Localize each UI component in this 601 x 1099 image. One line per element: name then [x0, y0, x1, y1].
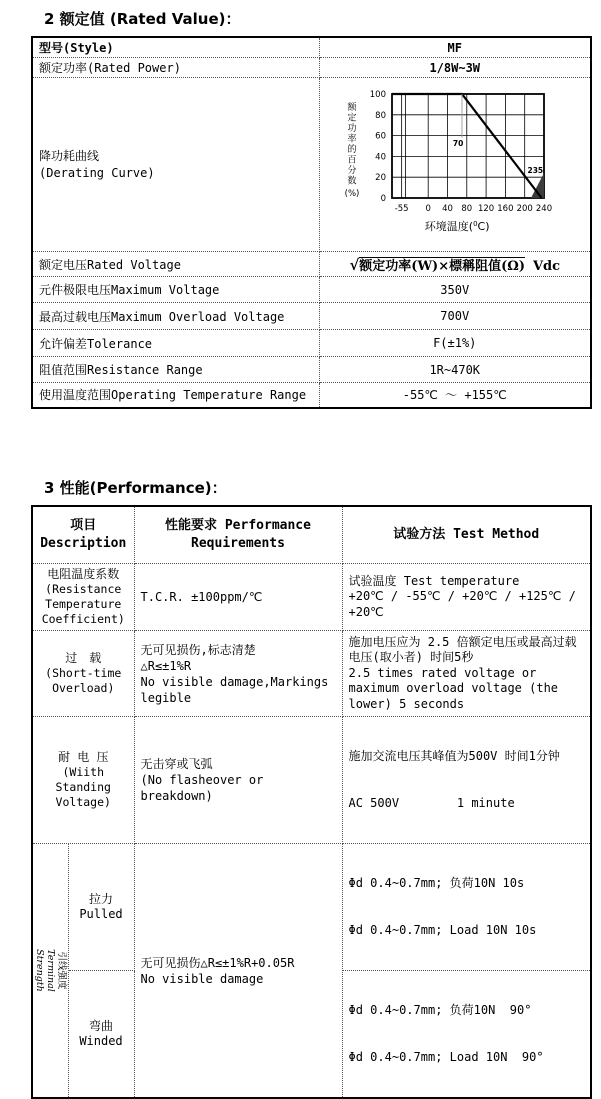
withstand-description: 耐 电 压 (Wiith Standing Voltage): [32, 717, 134, 844]
svg-text:分: 分: [347, 164, 356, 176]
max-voltage-value: 350V: [319, 277, 591, 303]
svg-text:160: 160: [497, 204, 513, 214]
rated-power-label: 额定功率(Rated Power): [32, 58, 319, 78]
svg-text:环境温度(0C): 环境温度($^0$C): [424, 219, 489, 233]
svg-text:80: 80: [375, 111, 386, 121]
operating-temp-range-value: -55℃ ～ +155℃: [319, 383, 591, 408]
max-overload-voltage-label: 最高过载电压Maximum Overload Voltage: [32, 303, 319, 330]
performance-table: [31, 505, 592, 1099]
overload-test-method: 施加电压应为 2.5 倍额定电压或最高过载电压(取小者) 时间5秒 2.5 times rated voltage or maximum overload voltage (the lower) 5 seconds: [342, 631, 591, 717]
resistance-range-label: 阻值范围Resistance Range: [32, 357, 319, 383]
tcr-test-method: 试验温度 Test temperature +20℃ / -55℃ / +20℃ / +125℃ / +20℃: [342, 564, 591, 631]
svg-text:(%): (%): [344, 189, 359, 199]
table-row: [32, 303, 591, 330]
terminal-strength-rotated-label: 引线强度 Terminal Strength: [32, 844, 68, 1099]
overload-description: 过 载 (Short-time Overload): [32, 631, 134, 717]
svg-text:定: 定: [347, 112, 356, 124]
tolerance-value: F(±1%): [319, 330, 591, 357]
performance-title: 3 性能(Performance)：: [44, 477, 601, 499]
svg-text:百: 百: [347, 155, 356, 166]
rated-voltage-label: 额定电压Rated Voltage: [32, 252, 319, 277]
svg-text:的: 的: [347, 143, 356, 155]
winded-label: 弯曲 Winded: [68, 971, 134, 1099]
svg-text:-55: -55: [394, 204, 408, 214]
table-header-row: [32, 506, 591, 564]
style-label: 型号(Style): [32, 37, 319, 58]
overload-requirement: 无可见损伤,标志清楚 △R≤±1%R No visible damage,Markings legible: [134, 631, 342, 717]
withstand-requirement: 无击穿或飞弧 (No flasheover or breakdown): [134, 717, 342, 844]
table-row: [32, 277, 591, 303]
withstand-test-method: 施加交流电压其峰值为500V 时间1分钟 AC 500V 1 minute: [342, 717, 591, 844]
sqrt-sign: √: [349, 256, 359, 274]
tolerance-label: 允许偏差Tolerance: [32, 330, 319, 357]
table-row: [32, 357, 591, 383]
formula-radicand: 额定功率(W)×標稱阻值(Ω): [359, 257, 525, 274]
table-row: [32, 383, 591, 408]
style-value: MF: [319, 37, 591, 58]
svg-text:200: 200: [516, 204, 532, 214]
svg-text:235: 235: [527, 166, 543, 175]
table-row: [32, 330, 591, 357]
table-row: [32, 58, 591, 78]
derating-curve-label: 降功耗曲线 (Derating Curve): [32, 78, 319, 252]
table-row: [32, 37, 591, 58]
svg-text:40: 40: [442, 204, 453, 214]
rated-value-table: [31, 36, 592, 409]
table-row: [32, 564, 591, 631]
resistance-range-value: 1R~470K: [319, 357, 591, 383]
svg-text:120: 120: [477, 204, 493, 214]
svg-text:率: 率: [347, 133, 356, 145]
table-row: [32, 844, 591, 971]
svg-text:40: 40: [375, 152, 386, 162]
table-row: [32, 717, 591, 844]
pulled-label: 拉力 Pulled: [68, 844, 134, 971]
svg-text:0: 0: [425, 204, 430, 214]
formula-unit: Vdc: [533, 259, 560, 274]
winded-test-method: Φd 0.4~0.7mm; 负荷10N 90° Φd 0.4~0.7mm; Load 10N 90°: [342, 971, 591, 1099]
operating-temp-range-label: 使用温度范围Operating Temperature Range: [32, 383, 319, 408]
tcr-description: 电阻温度系数 (Resistance Temperature Coefficient): [32, 564, 134, 631]
rated-voltage-formula: [319, 252, 591, 277]
svg-text:功: 功: [347, 122, 356, 134]
svg-text:0: 0: [380, 194, 385, 204]
table-row: [32, 252, 591, 277]
pulled-test-method: Φd 0.4~0.7mm; 负荷10N 10s Φd 0.4~0.7mm; Load 10N 10s: [342, 844, 591, 971]
rated-power-value: 1/8W~3W: [319, 58, 591, 78]
header-requirements: 性能要求 Performance Requirements: [134, 506, 342, 564]
table-row: [32, 78, 591, 252]
svg-text:20: 20: [375, 173, 386, 183]
max-voltage-label: 元件极限电压Maximum Voltage: [32, 277, 319, 303]
table-row: [32, 631, 591, 717]
derating-chart: [319, 78, 591, 252]
svg-text:80: 80: [461, 204, 472, 214]
max-overload-voltage-value: 700V: [319, 303, 591, 330]
header-test-method: 试验方法 Test Method: [342, 506, 591, 564]
svg-text:100: 100: [369, 90, 385, 100]
terminal-requirement: 无可见损伤△R≤±1%R+0.05R No visible damage: [134, 844, 342, 1099]
svg-text:60: 60: [375, 132, 386, 142]
svg-text:额: 额: [347, 101, 357, 113]
tcr-requirement: T.C.R. ±100ppm/℃: [134, 564, 342, 631]
svg-text:70: 70: [452, 139, 462, 148]
rated-value-title: 2 额定值 (Rated Value)：: [44, 8, 601, 30]
header-description: 项目 Description: [32, 506, 134, 564]
svg-text:数: 数: [347, 175, 356, 187]
svg-text:240: 240: [535, 204, 551, 214]
